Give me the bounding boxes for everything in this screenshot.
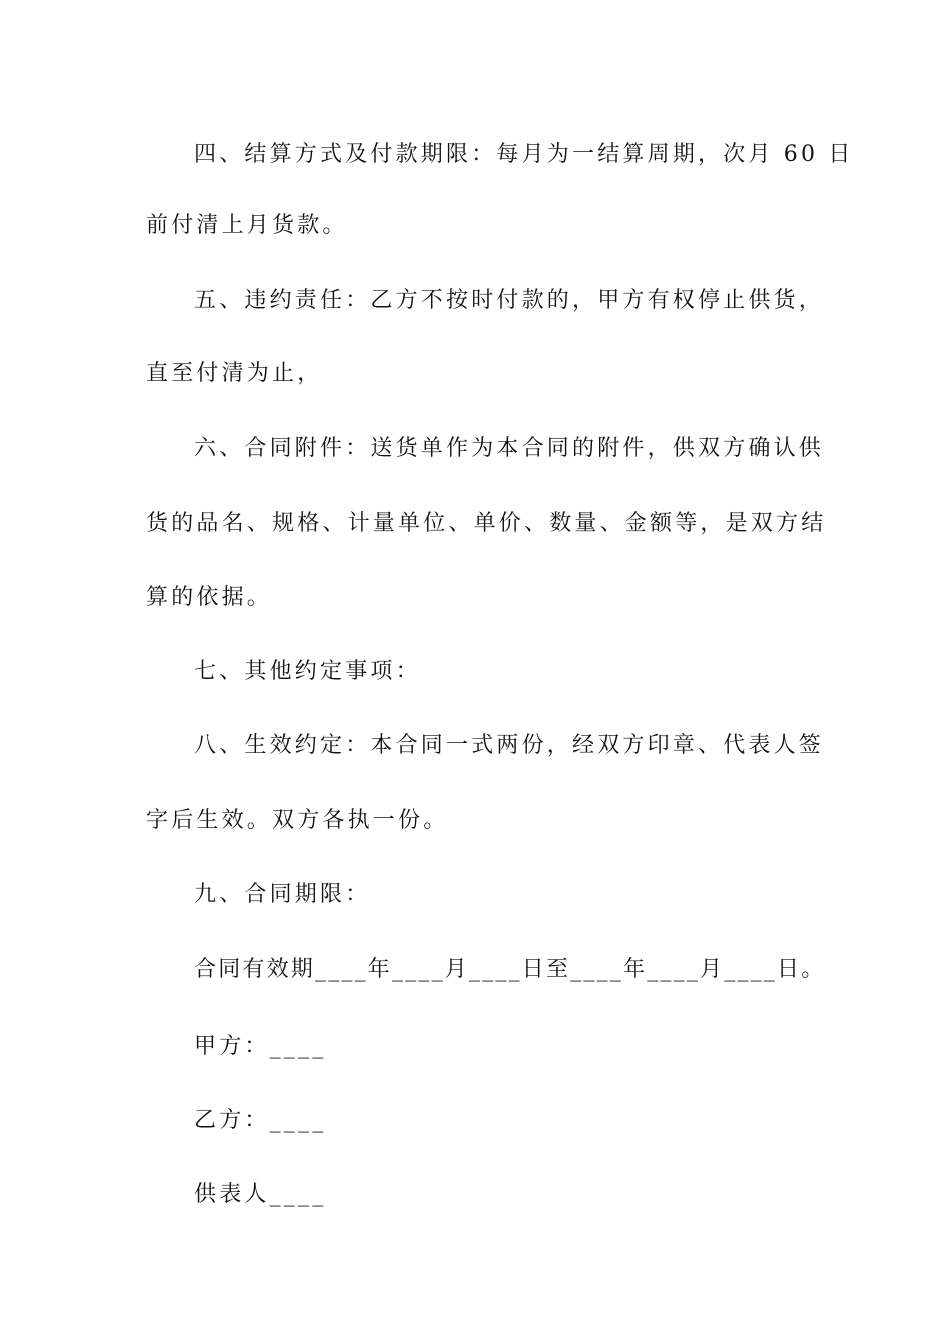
clause-9-line: 九、合同期限：	[194, 882, 371, 907]
representative-line: 供表人____	[194, 1182, 327, 1207]
clause-6-line-3: 算的依据。	[146, 585, 273, 610]
clause-6-line-1: 六、合同附件：送货单作为本合同的附件，供双方确认供	[194, 436, 825, 461]
clause-5-line-1: 五、违约责任：乙方不按时付款的，甲方有权停止供货，	[194, 288, 825, 313]
contract-term-line: 合同有效期____年____月____日至____年____月____日。	[194, 957, 826, 982]
party-b-line: 乙方：____	[194, 1108, 327, 1133]
clause-6-line-2: 货的品名、规格、计量单位、单价、数量、金额等，是双方结	[146, 511, 827, 536]
clause-8-line-2: 字后生效。双方各执一份。	[146, 808, 449, 833]
clause-4-line-2: 前付清上月货款。	[146, 213, 348, 238]
clause-7-line: 七、其他约定事项：	[194, 659, 421, 684]
clause-8-line-1: 八、生效约定：本合同一式两份，经双方印章、代表人签	[194, 733, 825, 758]
party-a-line: 甲方：____	[194, 1034, 327, 1059]
clause-5-line-2: 直至付清为止，	[146, 361, 323, 386]
clause-4-line-1: 四、结算方式及付款期限：每月为一结算周期，次月 60 日	[194, 142, 854, 167]
